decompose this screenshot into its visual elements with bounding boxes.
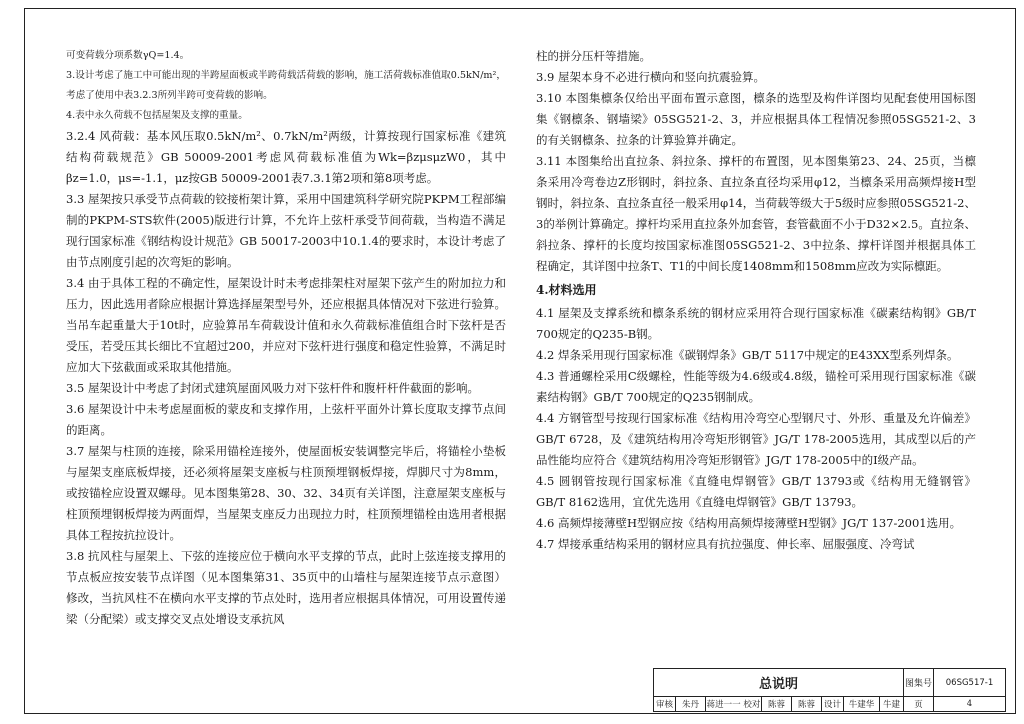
review-name: 朱丹 bbox=[676, 697, 706, 711]
left-column bbox=[66, 46, 506, 630]
text-para: 3.10 本图集檩条仅给出平面布置示意图，檩条的选型及构件详图均见配套使用国标图集《钢檩条、钢墙梁》05SG521-2、3，并应根据具体工程情况参照05SG521-2、3的有关钢檩条、拉条的计算验算并确定。 bbox=[536, 91, 976, 147]
text-para: 3.8 抗风柱与屋架上、下弦的连接应位于横向水平支撑的节点，此时上弦连接支撑用的节点板应按安装节点详图（见本图集第31、35页中的山墙柱与屋架连接节点示意图）修改，当抗风柱不在横向水平支撑的节点处时，选用者应根据具体情况，可用设置传递梁（分配梁）或支撑交叉点处增设支承抗风 bbox=[66, 549, 506, 626]
text-para: 3.4 由于具体工程的不确定性，屋架设计时未考虑排架柱对屋架下弦产生的附加拉力和压力，因此选用者除应根据计算选择屋架型号外，还应根据具体情况对下弦进行验算。当吊车起重量大于10t时，应验算吊车荷载设计值和永久荷载标准值组合时下弦杆是否受压，若受压其长细比不宜超过200，并应对下弦杆进行强度和稳定性验算，不满足时应加大下弦截面或采取其他措施。 bbox=[66, 276, 506, 374]
text-para: 3.11 本图集给出直拉条、斜拉条、撑杆的布置图，见本图集第23、24、25页，当檩条采用冷弯卷边Z形钢时，斜拉条、直拉条直径均采用φ12，当檩条采用高频焊接H型钢时，斜拉条、直拉条直径一般采用φ14，当荷载等级大于5级时应参照05SG521-2、3的举例计算确定。撑杆均采用直拉条外加套管，套管截面不小于D32×2.5。直拉条、斜拉条、撑杆的长度均按国家标准图05SG521-2、3中拉条、撑杆详图并根据具体工程确定，其详图中拉条T、T1的中间长度1408mm和1508mm应改为实际檩距。 bbox=[536, 154, 976, 273]
text-para: 4.5 圆钢管按现行国家标准《直缝电焊钢管》GB/T 13793或《结构用无缝钢管》GB/T 8162选用，宜优先选用《直缝电焊钢管》GB/T 13793。 bbox=[536, 474, 976, 509]
checker-name: 陈蓉 bbox=[762, 697, 792, 711]
text-para: 3.2.4 风荷载：基本风压取0.5kN/m²、0.7kN/m²两级，计算按现行国家标准《建筑结构荷载规范》GB 50009-2001考虑风荷载标准值为Wk=βzμsμzW0，其中βz=1.0，μs=-1.1，μz按GB 50009-2001表7.3.1第2项和第8项考虑。 bbox=[66, 129, 506, 185]
text-para: 4.6 高频焊接薄壁H型钢应按《结构用高频焊接薄壁H型钢》JG/T 137-2001选用。 bbox=[536, 516, 962, 530]
title-block bbox=[653, 668, 1006, 712]
atlas-label: 图集号 bbox=[904, 669, 934, 697]
text-para: 4.2 焊条采用现行国家标准《碳钢焊条》GB/T 5117中规定的E43XX型系列焊条。 bbox=[536, 348, 959, 362]
text-para: 可变荷载分项系数γQ=1.4。 bbox=[66, 50, 190, 61]
atlas-number: 06SG517-1 bbox=[934, 669, 1005, 697]
right-column bbox=[536, 46, 976, 555]
review-label: 审核 bbox=[654, 697, 676, 711]
text-para: 4.表中永久荷载不包括屋架及支撑的重量。 bbox=[66, 110, 248, 121]
designer-signature: 牛建 bbox=[880, 697, 904, 711]
drawing-title: 总说明 bbox=[654, 669, 904, 697]
text-para: 4.4 方钢管型号按现行国家标准《结构用冷弯空心型钢尺寸、外形、重量及允许偏差》GB/T 6728，及《建筑结构用冷弯矩形钢管》JG/T 178-2005选用，其成型以后的产品性能均应符合《建筑结构用冷弯矩形钢管》JG/T 178-2005中的Ⅰ级产品。 bbox=[536, 411, 976, 467]
text-para: 4.3 普通螺栓采用C级螺栓，性能等级为4.6级或4.8级，锚栓可采用现行国家标准《碳素结构钢》GB/T 700规定的Q235钢制成。 bbox=[536, 369, 976, 404]
text-para: 3.6 屋架设计中未考虑屋面板的蒙皮和支撑作用，上弦杆平面外计算长度取支撑节点间的距离。 bbox=[66, 402, 506, 437]
text-para: 4.1 屋架及支撑系统和檩条系统的钢材应采用符合现行国家标准《碳素结构钢》GB/T 700规定的Q235-B钢。 bbox=[536, 306, 976, 341]
text-para: 柱的拼分压杆等措施。 bbox=[536, 49, 651, 63]
text-para: 4.7 焊接承重结构采用的钢材应具有抗拉强度、伸长率、屈服强度、冷弯试 bbox=[536, 537, 915, 551]
designer-name: 牛建华 bbox=[844, 697, 880, 711]
check-name: 蒋进一一 校对 bbox=[706, 697, 762, 711]
text-para: 3.7 屋架与柱顶的连接，除采用锚栓连接外，使屋面板安装调整完毕后，将锚栓小垫板与屋架支座底板焊接，还必须将屋架支座板与柱顶预埋钢板焊接，焊脚尺寸为8mm，或按锚栓应设置双螺母。见本图集第28、30、32、34页有关详图，注意屋架支座板与柱顶预埋钢板焊接为两面焊，当屋架支座反力出现拉力时，柱顶预埋锚栓由选用者根据具体工程按抗拉设计。 bbox=[66, 444, 506, 542]
text-para: 3.3 屋架按只承受节点荷载的铰接桁架计算，采用中国建筑科学研究院PKPM工程部编制的PKPM-STS软件(2005)版进行计算，不允许上弦杆承受节间荷载，当构造不满足现行国家标准《钢结构设计规范》GB 50017-2003中10.1.4的要求时，本设计考虑了由节点刚度引起的次弯矩的影响。 bbox=[66, 192, 506, 269]
page-label: 页 bbox=[904, 697, 934, 711]
design-label: 设计 bbox=[822, 697, 844, 711]
page-number: 4 bbox=[966, 699, 973, 709]
text-para: 3.设计考虑了施工中可能出现的半跨屋面板或半跨荷载活荷载的影响，施工活荷载标准值取0.5kN/m²，考虑了使用中表3.2.3所列半跨可变荷载的影响。 bbox=[66, 70, 506, 101]
section-heading: 4.材料选用 bbox=[536, 283, 597, 297]
design-signature: 陈蓉 bbox=[792, 697, 822, 711]
signature-row bbox=[654, 697, 1005, 711]
text-para: 3.5 屋架设计中考虑了封闭式建筑屋面风吸力对下弦杆件和腹杆杆件截面的影响。 bbox=[66, 381, 479, 395]
text-para: 3.9 屋架本身不必进行横向和竖向抗震验算。 bbox=[536, 70, 765, 84]
